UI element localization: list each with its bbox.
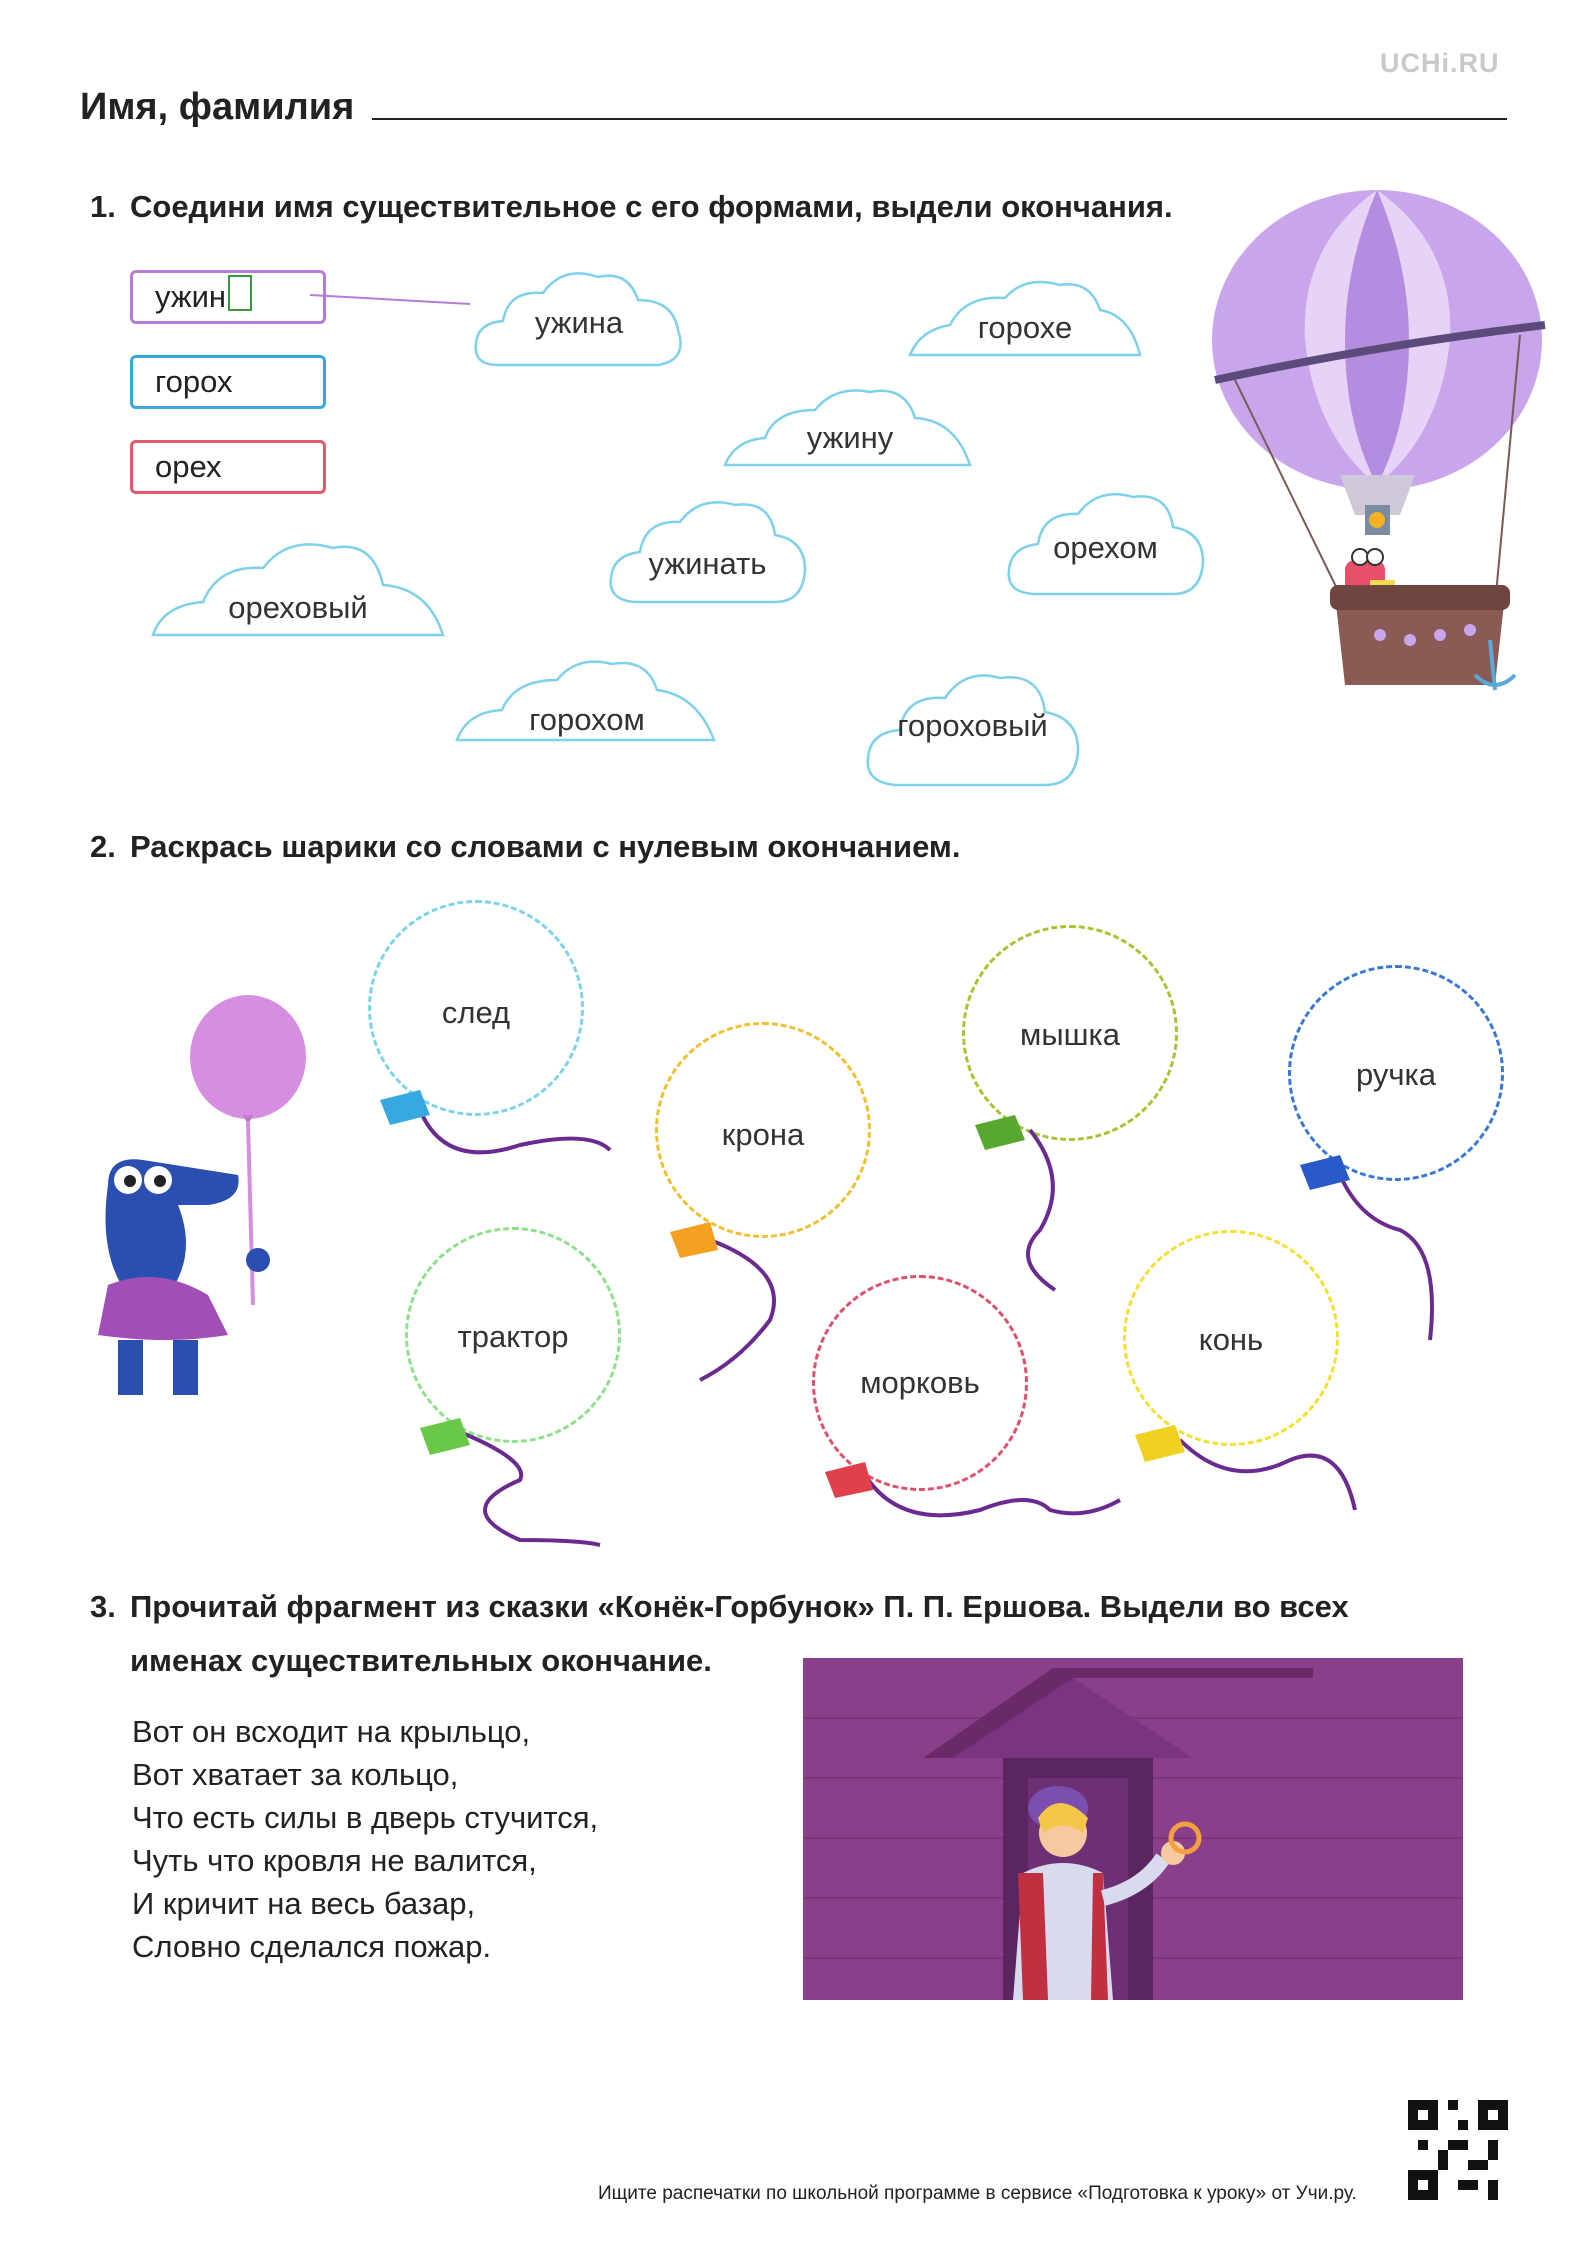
cloud-gorohovyi[interactable] bbox=[860, 660, 1085, 795]
task3-number: 3. bbox=[90, 1589, 116, 1624]
balloon-word: ручка bbox=[1355, 1057, 1437, 1092]
dino-with-balloon-illustration bbox=[68, 995, 318, 1415]
hot-air-balloon-illustration bbox=[1205, 185, 1550, 710]
qr-code bbox=[1408, 2100, 1508, 2200]
source-word-uzhin[interactable] bbox=[130, 270, 326, 324]
balloon-word: конь bbox=[1198, 1322, 1264, 1357]
cloud-word: горохе bbox=[977, 310, 1073, 345]
hero-at-door-illustration bbox=[803, 1658, 1463, 2000]
task1-heading bbox=[90, 180, 1173, 234]
uchi-logo: UCHi.RU bbox=[1380, 48, 1500, 78]
source-word-text: горох bbox=[155, 364, 233, 399]
balloon-word: след bbox=[441, 995, 511, 1030]
cloud-word: орехом bbox=[1053, 530, 1158, 565]
source-word-text: ужин bbox=[155, 279, 227, 314]
balloon-word: крона bbox=[721, 1117, 805, 1152]
cloud-orehom[interactable] bbox=[1003, 482, 1208, 602]
balloon-word: трактор bbox=[457, 1319, 569, 1354]
task3-text-line1: Прочитай фрагмент из сказки «Конёк-Горбунок» П. П. Ершова. Выдели во всех bbox=[130, 1589, 1349, 1624]
cloud-uzhinat[interactable] bbox=[605, 490, 810, 610]
source-word-oreh[interactable] bbox=[130, 440, 326, 494]
task1-text: Соедини имя существительное с его формами, выдели окончания. bbox=[130, 189, 1173, 224]
task2-heading bbox=[90, 820, 960, 874]
cloud-word: ореховый bbox=[228, 590, 368, 625]
poem-line: Вот хватает за кольцо, bbox=[132, 1757, 459, 1792]
source-word-text: орех bbox=[155, 449, 222, 484]
cloud-word: горохом bbox=[529, 702, 645, 737]
task2-number: 2. bbox=[90, 829, 116, 864]
poem-line: И кричит на весь базар, bbox=[132, 1886, 476, 1921]
ending-box bbox=[228, 275, 252, 311]
cloud-word: гороховый bbox=[897, 708, 1048, 743]
task2-text: Раскрась шарики со словами с нулевым окончанием. bbox=[130, 829, 961, 864]
poem-line: Что есть силы в дверь стучится, bbox=[132, 1800, 599, 1835]
footer-text: Ищите распечатки по школьной программе в сервисе «Подготовка к уроку» от Учи.ру. bbox=[598, 2183, 1357, 2204]
cloud-word: ужина bbox=[534, 305, 624, 340]
balloon-word: мышка bbox=[1020, 1017, 1120, 1052]
cloud-uzhina[interactable] bbox=[468, 255, 690, 385]
name-label: Имя, фамилия bbox=[80, 86, 355, 128]
cloud-gorohom[interactable] bbox=[452, 650, 722, 745]
poem-line: Вот он всходит на крыльцо, bbox=[132, 1714, 531, 1749]
poem-line: Словно сделался пожар. bbox=[132, 1929, 492, 1964]
poem-line: Чуть что кровля не валится, bbox=[132, 1843, 537, 1878]
source-word-goroh[interactable] bbox=[130, 355, 326, 409]
cloud-uzhinu[interactable] bbox=[720, 380, 980, 470]
cloud-orehovyi[interactable] bbox=[148, 530, 448, 640]
cloud-gorohe[interactable] bbox=[905, 270, 1145, 360]
poem bbox=[132, 1710, 598, 1968]
task1-number: 1. bbox=[90, 189, 116, 224]
connection-line bbox=[300, 285, 480, 315]
name-line bbox=[372, 118, 1507, 120]
cloud-word: ужину bbox=[806, 420, 894, 455]
cloud-word: ужинать bbox=[648, 546, 767, 581]
task3-text-line2: именах существительных окончание. bbox=[130, 1643, 712, 1678]
balloon-word: морковь bbox=[860, 1365, 980, 1400]
